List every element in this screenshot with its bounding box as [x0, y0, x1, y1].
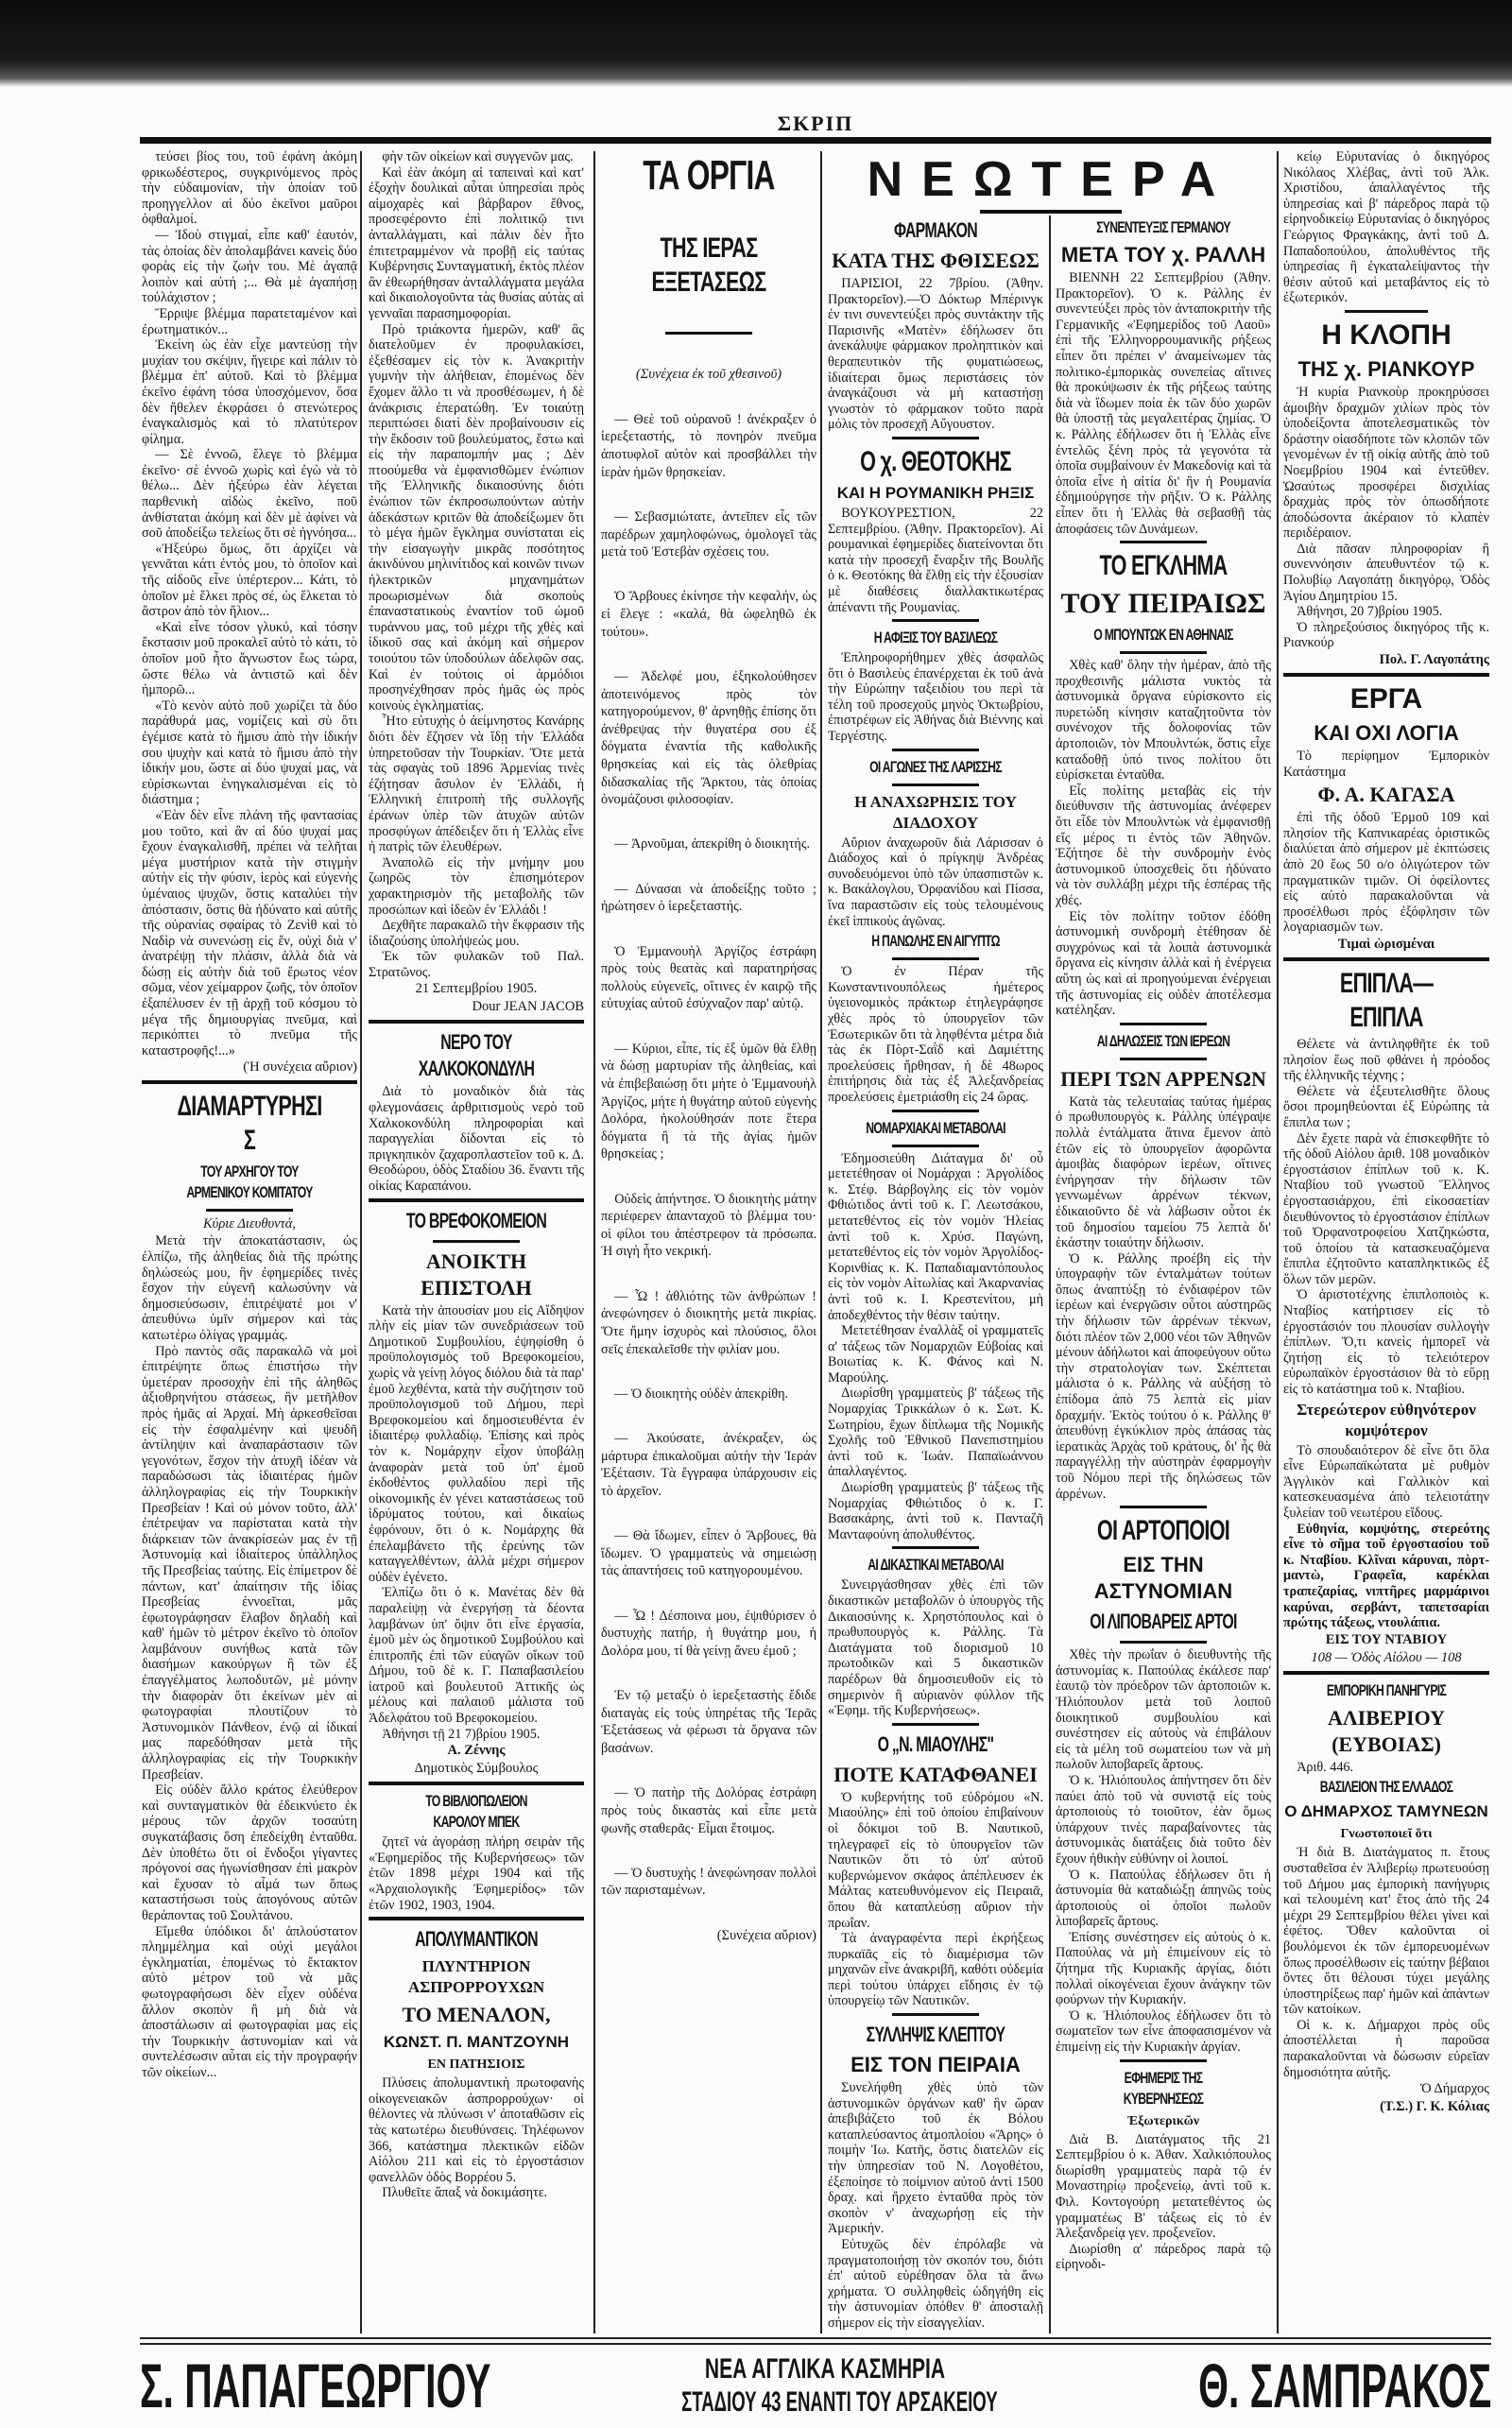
article-paragraph: Ἀριθ. 446.	[1297, 1759, 1354, 1775]
headline: ΑΝΟΙΚΤΗ ΕΠΙΣΤΟΛΗ	[421, 1248, 532, 1300]
headline: ΟΙ ΛΙΠΟΒΑΡΕΙΣ ΑΡΤΟΙ	[1090, 1610, 1237, 1634]
section-rule	[369, 1782, 584, 1785]
section-rule	[1120, 1506, 1206, 1508]
signature-line: Α. Ζέννης	[447, 1743, 506, 1759]
section-rule	[1120, 1641, 1206, 1644]
headline: ΤΟ ΒΙΒΛΙΟΠΩΛΕΙΟΝ ΚΑΡΟΛΟΥ ΜΠΕΚ	[425, 1792, 527, 1832]
signature-line: (Ἡ συνέχεια αὔριον)	[243, 1059, 357, 1076]
article-paragraph: — Ὁ διοικητὴς οὐδὲν ἀπεκρίθη.	[614, 1386, 789, 1402]
signature-line: (Τ.Σ.) Γ. Κ. Κόλιας	[1380, 2099, 1489, 2115]
headline: ΠΕΡΙ ΤΩΝ ΑΡΡΕΝΩΝ	[1060, 1066, 1266, 1091]
article-paragraph: τεύσει βίος του, τοῦ ἐφάνη ἀκόμη φρικωδέστερος, συγκρινόμενος πρὸς τὴν εὐδαιμονίαν, τὴν ὁποίαν τοῦ προηγγελλον αἱ δύο ἐκεῖνοι μαῦροι ὀφθαλμοί.	[142, 149, 357, 228]
headline: ΤΟ ΜΕΝΑΛΟΝ,	[402, 2003, 551, 2027]
headline: Ο χ. ΘΕΟΤΟΚΗΣ	[860, 445, 1011, 477]
article-paragraph: Θέλετε νὰ ἀντιληφθῆτε ἐκ τοῦ πλησίον ἕως ποῦ φθάνει ἡ πρόοδος τῆς ἑλληνικῆς τέχνης ;	[1283, 1036, 1489, 1084]
masthead	[140, 112, 1491, 136]
article-paragraph: Θέλετε νὰ ἐξευτελισθῆτε ὅλους ὅσοι προμηθεύονται ἐξ Εὐρώπης τὰ ἔπιπλα των ;	[1283, 1083, 1489, 1130]
article-paragraph: Ἐν τῷ μεταξὺ ὁ ἱερεξεταστὴς ἔδιδε διαταγὰς εἰς τοὺς ὑπηρέτας τῆς Ἱερᾶς Ἐξετάσεως νὰ φέρωσι τὰ ὄργανα τῶν βασάνων.	[601, 1688, 816, 1756]
article-paragraph: ζητεῖ νὰ ἀγοράσῃ πλήρη σειρὰν τῆς «Ἐφημερίδος τῆς Κυβερνήσεως» τῶν ἐτῶν 1898 μέχρι 1904 καὶ τῆς «Ἀρχαιολογικῆς Ἐφημερίδος» τῶν ἐτῶν 1902, 1903, 1904.	[369, 1834, 584, 1913]
column-divider	[1049, 215, 1051, 2333]
article-paragraph: — Θὰ ἴδωμεν, εἶπεν ὁ Ἄρβουες, θὰ ἴδωμεν. Ὁ γραμματεὺς νὰ σημειώσῃ τὰς ἀπαντήσεις τοῦ κατηγορουμένου.	[601, 1528, 816, 1579]
article-note: (Συνέχεια ἐκ τοῦ χθεσινοῦ)	[635, 367, 782, 383]
article-paragraph: — Δύνασαι νὰ ἀποδείξῃς τοῦτο ; ἠρώτησεν ὁ ἱερεξεταστής.	[601, 881, 816, 915]
headline: ΑΛΙΒΕΡΙΟΥ (ΕΥΒΟΙΑΣ)	[1328, 1705, 1445, 1756]
article-paragraph: Οὐδεὶς ἀπήντησε. Ὁ διοικητὴς μάτην περιέφερεν ἀπανταχοῦ τὸ βλέμμα του· οἱ φίλοι του ἀπέστρεφον τὰ πρόσωπα. Ἡ σιγὴ ἦτο νεκρική.	[601, 1191, 816, 1260]
headline: ΤΟ ΒΡΕΦΟΚΟΜΕΙΟΝ	[405, 1208, 547, 1232]
article-paragraph: ἐπὶ τῆς ὁδοῦ Ἑρμοῦ 109 καὶ πλησίον τῆς Καπνικαρέας ὁριστικῶς διαλύεται ἀπὸ σήμερον μὲ ἐκπτώσεις ἀπὸ 20 ἕως 50 ο/ο ὀλιγώτερον τῶν πραγματικῶν τιμῶν. Οἱ ὀφείλοντες εἰς αὐτὸ παρακαλοῦνται νὰ προσέλθωσι πρὸς ἐξόφλησιν τῶν λογαριασμῶν των.	[1283, 810, 1489, 936]
headline: Ο ΔΗΜΑΡΧΟΣ ΤΑΜΥΝΕΩΝ	[1284, 1802, 1488, 1821]
article-paragraph: — Ἀρνοῦμαι, ἀπεκρίθη ὁ διοικητής.	[614, 836, 811, 852]
section-rule	[1120, 1058, 1206, 1060]
article-paragraph: Δεχθῆτε παρακαλῶ τὴν ἔκφρασιν τῆς ἰδιαζούσης ὑπολήψεώς μου.	[369, 918, 584, 949]
headline: ΕΠΙΠΛΑ—ΕΠΙΠΛΑ	[1339, 967, 1434, 1033]
article-paragraph: Εὐτυχῶς δὲν ἐπρόλαβε νὰ πραγματοποιήσῃ τὸν σκοπόν του, διότι ἐπ' αὐτοῦ εὑρέθησαν ὅλα τὰ ἄνω χρήματα. Ὁ συλληφθεὶς ὡδηγήθη εἰς τὴν ἀστυνομίαν ὁπόθεν θ' ἀποσταλῇ σήμερον εἰς τὴν εἰσαγγελίαν.	[828, 2237, 1043, 2331]
article-paragraph: — Ὁ δυστυχὴς ! ἀνεφώνησαν πολλοὶ τῶν παρισταμένων.	[601, 1865, 816, 1899]
article-paragraph: Διωρίσθη α' πάρεδρος παρὰ τῷ εἰρηνοδι-	[1056, 2241, 1271, 2273]
headline: ΕΝ ΠΑΤΗΣΙΟΙΣ	[427, 2058, 525, 2073]
article-paragraph: Διωρίσθη γραμματεὺς β' τάξεως τῆς Νομαρχίας Φθιώτιδος ὁ κ. Γ. Βασακάρης, ἀντὶ τοῦ κ. Πανταζῆ Μανταφούνη ἀπολυθέντος.	[828, 1480, 1043, 1542]
article-paragraph: Πρὸ τριάκοντα ἡμερῶν, καθ' ἃς διατελοῦμεν ἐν προφυλακίσει, ἐξεθέσαμεν εἰς τὸν κ. Ἀνακριτὴν γυμνὴν τὴν ἀλήθειαν, ἐπομένως δὲν ἔχομεν ἄλλο τι νὰ προσθέσωμεν, ἡ δὲ ἀνάκρισις ἐπερατώθη. Ἐν τοιαύτῃ περιπτώσει διατὶ δὲν προβαίνουσιν εἰς τὴν ἔκδοσιν τοῦ βουλεύματος, ἔστω καὶ εἰς τὴν παραπομπήν μας ; Δὲν πτοούμεθα νὰ ἐμφανισθῶμεν ἐνώπιον τῆς Ἑλληνικῆς δικαιοσύνης διότι ἐνώπιον τῶν ἐκπροσωπούντων αὐτὴν ἀδεκάστων κριτῶν θὰ ἀποδείξωμεν ὅτι τὸ μέγα ἡμῶν ἔγκλημα συνίσταται εἰς τὴν εἰσαγωγὴν μικρᾶς ποσότητος ἀκινδύνου μηλινίτιδος καὶ κοινῶν τινων ἠλεκτρικῶν μηχανημάτων προωρισμένων διὰ σκοποὺς ἐπαναστατικοὺς ἐναντίον τοῦ ὠμοῦ τυράννου μας, τοῦ μέχρι τῆς χθὲς καὶ ἰδικοῦ σας καὶ ἀκόμη καὶ σήμερον τοιούτου τῶν ὑποδούλων ἀδελφῶν σας. Καὶ ἐν τούτοις οἱ ἁρμόδιοι προσηνέχθησαν πρὸς ἡμᾶς ὡς πρὸς κοινοὺς ἐγκληματίας.	[369, 321, 584, 714]
article-paragraph: «Καὶ εἶνε τόσον γλυκύ, καὶ τόσην ἔκστασιν μοῦ προκαλεῖ αὐτὸ τὸ κάτι, τὸ ὁποῖον μοῦ ἦτο ἄγνωστον ἕως τώρα, ὥστε θέλω νὰ ἀντιστῶ καὶ δὲν ἠμπορῶ...	[142, 619, 357, 698]
headline: ΚΑΙ Η ΡΟΥΜΑΝΙΚΗ ΡΗΞΙΣ	[836, 483, 1035, 502]
column-1	[142, 149, 357, 2081]
article-paragraph: Ὁ ἐν Πέραν τῆς Κωνσταντινουπόλεως ἡμέτερος ὑγειονομικὸς πράκτωρ ἐτηλεγράφησε χθὲς πρὸς τὸ ὑπουργεῖον τῶν Ἐσωτερικῶν ὅτι τὰ ληφθέντα μέτρα διὰ τὰς ἐκ Πὸρτ-Σαῒδ καὶ Δαμιέττης προελεύσεις ἤρθησαν, ἡ δὲ 48ωρος ἐπιτήρησις διὰ τὰς ἐξ Ἀλεξανδρείας προελεύσεις ἐμετριάσθη εἰς 24 ὥρας.	[828, 964, 1043, 1105]
section-rule	[206, 1209, 292, 1212]
article-paragraph: Ὁ κ. Ράλλης προέβη εἰς τὴν ὑπογραφὴν τῶν ἐνταλμάτων τούτων ὅπως ἀναπτύξῃ τὸ ἐνδιαφέρον τῶν ἱερέων καὶ ἐνεργῶσιν οὗτοι αὐστηρῶς τὴν δήλωσιν τῶν ἀρρένων τέκνων, διότι πλέον τῶν 2,000 νέοι τῶν Ἀθηνῶν μένουν ἀδήλωτοι καὶ ἀποφεύγουν οὕτω τὴν στρατολογίαν των. Σκέπτεται μάλιστα ὁ κ. Ράλλης νὰ αὐξήσῃ τὸ ἐπίδομα ἀπὸ 75 λεπτὰ εἰς μίαν δραχμήν. Ἐκτὸς τούτου ὁ κ. Ράλλης θ' ἀπευθύνῃ ἐγκύκλιον πρὸς ἁπάσας τὰς ἱερατικὰς Ἀρχὰς τοῦ κράτους, δι' ἧς θὰ παραγγέλλῃ τὴν αὐστηρὰν ἐφαρμογὴν τοῦ Νόμου περὶ τῆς δηλώσεως τῶν ἀρρένων.	[1056, 1250, 1271, 1502]
section-rule	[369, 1917, 584, 1920]
article-paragraph: Ὁ κυβερνήτης τοῦ εὐδρόμου «Ν. Μιαούλης» ἐπὶ τοῦ ὁποίου ἐπιβαίνουν οἱ δόκιμοι τοῦ Β. Ναυτικοῦ, τηλεγραφεῖ εἰς τὸ ὑπουργεῖον τῶν Ναυτικῶν ὅτι τὸ ὑπ' αὐτοῦ κυβερνώμενον σκάφος ἀπέπλευσεν ἐκ Μάλτας κατευθυνόμενον εἰς Πειραιᾶ, ὅπου θὰ καταπλεύσῃ αὔριον τὴν πρωΐαν.	[828, 1789, 1043, 1931]
column-divider	[820, 151, 822, 2333]
article-paragraph: Καὶ ἐὰν ἀκόμη αἱ ταπειναὶ καὶ κατ' ἐξοχὴν δουλικαὶ αὗται ὑπηρεσίαι πρὸς αἱμοχαρὲς καὶ βάρβαρον ἔθνος, προσεφέροντο ἐπὶ πολιτικῷ τινι ἀνταλλάγματι, καὶ πάλιν δὲν ἦτο ἐπιτετραμμένον νὰ προβῇ εἰς ταύτας Κυβέρνησις Συνταγματική, ἐκτὸς πλέον ἂν ἐθεωρήθησαν ἀνταλλάγματα μεγάλα καὶ δικαιολογοῦντα τὰς θυσίας αὐτὰς αἱ γενναῖαι παρασημοφορίαι.	[369, 164, 584, 321]
signature-line: Δημοτικὸς Σύμβουλος	[414, 1761, 539, 1777]
signature-line: Πολ. Γ. Λαγοπάτης	[1379, 652, 1489, 668]
article-paragraph: Ἐδημοσιεύθη Διάταγμα δι' οὗ μετετέθησαν οἱ Νομάρχαι : Ἀργολίδος κ. Στέφ. Βάρβογλης εἰς τὸν νομὸν Φθιώτιδος ἀντὶ τοῦ κ. Γ. Λεωτσάκου, μετατεθέντος εἰς τὸν νομὸν Ἠλείας ἀντὶ τοῦ κ. Χρύσ. Παγώνη, μετατεθέντος εἰς τὸν νομὸν Ἀργολίδος-Κορινθίας κ. Κ. Παπαδιαμαντόπουλος εἰς τὸν νομὸν Αἰτωλίας καὶ Ἀκαρνανίας ἀντὶ τοῦ κ. Ι. Κρεστενίτου, μὴ ἀποδεχθέντος τὴν θέσιν ταύτην.	[828, 1150, 1043, 1323]
section-rule	[892, 957, 978, 960]
signature-line: Dour JEAN JACOB	[472, 999, 584, 1015]
article-paragraph: — Ἀκούσατε, ἀνέκραξεν, ὡς μάρτυρα ἐπικαλοῦμαι αὐτὴν τὴν Ἱεράν Ἐξέτασιν. Τὰ ἔγγραφα ὑπάρχουσιν εἰς τὸ ἀρχεῖον.	[601, 1431, 816, 1499]
headline: ΑΙ ΔΙΚΑΣΤΙΚΑΙ ΜΕΤΑΒΟΛΑΙ	[868, 1556, 1004, 1575]
signature-line: Τιμαὶ ὡρισμέναι	[1337, 936, 1435, 952]
headline: Η ΑΝΑΧΩΡΗΣΙΣ ΤΟΥ ΔΙΑΔΟΧΟΥ	[854, 792, 1017, 832]
article-paragraph: — Ἰδοὺ στιγμαί, εἶπε καθ' ἑαυτόν, τὰς ὁποίας δὲν ἀπολαμβάνει κανεὶς δύο φορὰς εἰς τὴν ζωήν του. Μὲ ἀγαπᾷ λοιπὸν καὶ αὐτή ;... Θὰ μὲ ἀγαπήσῃ τοὐλάχιστον ;	[142, 227, 357, 306]
headline: ΝΕΡΟ ΤΟΥ ΧΑΛΚΟΚΟΝΔΥΛΗ	[418, 1030, 535, 1081]
article-paragraph: Ἐπίσης συνέστησεν εἰς αὐτοὺς ὁ κ. Παπούλας νὰ μὴ ἐπιμείνουν εἰς τὸ ζήτημα τῆς Κυριακῆς ἀργίας, διότι πολλαὶ οἰκογένειαι ἔχουν ἀνάγκην τῶν φούρνων τὴν Κυριακήν.	[1056, 1929, 1271, 2008]
ad-papageorgiou: Σ. ΠΑΠΑΓΕΩΡΓΙΟΥ	[140, 2351, 491, 2420]
article-paragraph: — Κύριοι, εἶπε, τίς ἐξ ὑμῶν θὰ ἔλθῃ νὰ δώσῃ μαρτυρίαν τῆς ἀληθείας, καὶ νὰ ἐπιβεβαιώσῃ ὅτι μήτε ὁ Ἐμμανουὴλ Ἀργίζος, μήτε ἡ θυγάτηρ αὐτοῦ εὐγενὴς Δολόρα, ἠκολούθησάν ποτε ἕτερα δόγματα ἢ τὰ τῆς ἁγίας ἡμῶν θρησκείας ;	[601, 1041, 816, 1162]
headline: ΕΜΠΟΡΙΚΗ ΠΑΝΗΓΥΡΙΣ	[1326, 1680, 1447, 1699]
article-paragraph: — Ὁ πατὴρ τῆς Δολόρας ἐστράφη πρὸς τοὺς δικαστὰς καὶ εἶπε μετὰ φωνῆς σταθερᾶς· Εἶμαι ἕτοιμος.	[601, 1785, 816, 1836]
article-paragraph: Διὰ Β. Διατάγματος τῆς 21 Σεπτεμβρίου ὁ κ. Ἀθαν. Χαλκιόπουλος διωρίσθη γραμματεὺς παρὰ τῷ ἐν Μοναστηρίῳ προξενείῳ, ἀντὶ τοῦ κ. Φιλ. Κοντογούρη μετατεθέντος ὡς γραμματέως Β' τάξεως εἰς τὸ ἐν Ἀλεξανδρείᾳ γεν. προξενεῖον.	[1056, 2131, 1271, 2242]
footer-advertisement	[140, 2352, 1491, 2420]
article-paragraph: Εἴμεθα ὑπόδικοι δι' ἁπλούστατον πλημμέλημα καὶ οὐχὶ μεγάλοι ἐγκληματίαι, ἑπομένως τὸ ἔκτακτον αὐτὸ μέτρον τοῦ νὰ μᾶς φωτογραφήσωσι δὲν εἶχεν οὐδένα ἄλλον σκοπὸν ἢ μὴ διὰ νὰ ἀποστάλωσιν αἱ φωτογραφίαι μας εἰς τὴν Τουρκικὴν ἀστυνομίαν καὶ νὰ συντελέσωσιν αὗται εἰς τὴν προγραφήν τῶν οἰκείων...	[142, 1923, 357, 2080]
headline: ΕΡΓΑ	[1349, 683, 1423, 715]
section-rule	[1283, 957, 1489, 961]
headline: ΑΙ ΔΗΛΩΣΕΙΣ ΤΩΝ ΙΕΡΕΩΝ	[1096, 1031, 1230, 1050]
masthead-rule	[140, 137, 1491, 144]
ad-cashmere	[593, 2352, 1057, 2419]
article-paragraph: Ἡ κυρία Ριανκοὺρ προκηρύσσει ἀμοιβὴν δραχμῶν χιλίων πρὸς τὸν ὑποδείξοντα ἀποτελεσματικῶς τὸν δράστην οἱασδήποτε τῶν κλοπῶν τῶν γενομένων ἐν τῇ οἰκίᾳ αὐτῆς ἀπὸ τοῦ Νοεμβρίου 1904 καὶ ἐντεῦθεν. Ὡσαύτως προσφέρει δισχιλίας δραχμὰς πρὸς τὸν ὁπωσδήποτε ἀποδώσοντα ἀκέραιον τὸ κλαπὲν περιδέραιον.	[1283, 384, 1489, 542]
article-paragraph: Διὰ τὸ μοναδικὸν διὰ τὰς φλεγμονάσεις ἀρθριτισμοὺς νερὸ τοῦ Χαλκοκονδύλη πληροφορίαι καὶ παραγγελίαι δίδονται εἰς τὸ πριγκηπικὸν ζαχαροπλαστεῖον τοῦ κ. Δ. Θεοδώρου, ὁδὸς Σταδίου 36. ἔναντι τῆς οἰκίας Καραπάνου.	[369, 1084, 584, 1195]
column-divider	[593, 151, 595, 2333]
headline: ΦΑΡΜΑΚΟΝ	[894, 218, 977, 242]
article-paragraph: Ὁ πληρεξούσιος δικηγόρος τῆς κ. Ριανκούρ	[1283, 619, 1489, 651]
headline: ΕΦΗΜΕΡΙΣ ΤΗΣ ΚΥΒΕΡΝΗΣΕΩΣ	[1123, 2068, 1204, 2108]
article-paragraph: Μετετέθησαν ἐναλλὰξ οἱ γραμματεῖς α' τάξεως τῶν Νομαρχιῶν Εὐβοίας καὶ Βοιωτίας κ. Κ. Φάνος καὶ Ν. Μαρούλης.	[828, 1323, 1043, 1386]
section-rule	[1120, 541, 1206, 543]
section-rule	[892, 784, 978, 786]
headline: ΤΟ ΕΓΚΛΗΜΑ	[1099, 550, 1228, 582]
newspaper-name: ΣΚΡΙΠ	[777, 112, 854, 135]
section-rule	[892, 1110, 978, 1112]
article-paragraph: Κατὰ τὴν ἀπουσίαν μου εἰς Αἴδηψον πλὴν εἰς μίαν τῶν συνεδριάσεων τοῦ Δημοτικοῦ Συμβουλίου, ἐψηφίσθη ὁ προϋπολογισμὸς τοῦ Βρεφοκομείου, χωρὶς νὰ γείνῃ λόγος διόλου διὰ τὰ παρ' ἐμοῦ λεχθέντα, κατὰ τὴν συζήτησιν τοῦ προϋπολογισμοῦ τοῦ Δήμου, περὶ Βρεφοκομείου καὶ δημοσιευθέντα ἐν ἰδιαιτέρῳ φυλλαδίῳ. Ἐπίσης καὶ πρὸς τὸν κ. Νομάρχην εἶχον ὑποβάλῃ ἀναφορὰν μετὰ τοῦ ὑπ' ἐμοῦ ἐκδοθέντος φυλλαδίου περὶ τῆς οἰκονομικῆς ἐν γένει καταστάσεως τοῦ ἱδρύματος τούτου, καὶ δικαίως ἐφρόνουν, ὅτι ὁ κ. Νομάρχης θὰ ἐπελαμβάνετο τῆς ἐρεύνης τῶν καταγγελθέντων, ἀλλὰ μέχρι σήμερον οὐδὲν ἐγένετο.	[369, 1302, 584, 1585]
article-paragraph: Πρὸ παντὸς σᾶς παρακαλῶ νὰ μοὶ ἐπιτρέψητε ὅπως ἐπιστήσω τὴν ὑμετέραν προσοχὴν ἐπὶ τῆς ἀληθῶς ἀξιοθρηνήτου στάσεως, ἣν μετῆλθον πρὸς ἡμᾶς αἱ Ἀρχαί. Μὴ ἀρκεσθεῖσαι εἰς τὴν ἐσφαλμένην καὶ ψευδῆ ἀντίληψιν καὶ ἀναπαράστασιν τῶν γεγονότων, ἔσχον τὴν ἀτυχῆ ἰδέαν νὰ παραδώσωσι τὰς ἰδιαιτέρας ἡμῶν ἀλληλογραφίας εἰς τὴν Τουρκικὴν Πρεσβείαν ! Καὶ οὐ μόνον τοῦτο, ἀλλ' ἐπέτρεψαν να παρίσταται κατὰ τὴν διάρκειαν τῶν ἀνακρίσεών μας ἐν τῇ Ἀστυνομίᾳ καὶ ἰδιαίτερος ὑπάλληλος τῆς Πρεσβείας ταύτης. Εἰς ἐπίμετρον δὲ πάντων, κατ' ἀπαίτησιν τῆς ἰδίας Πρεσβείας ἐννοεῖται, μᾶς ἐφωτογράφησαν ἔλαβον δηλαδὴ καὶ καθ' ἡμῶν τὸ μέτρον ἐκεῖνο τὸ ὁποῖον λαμβάνουν συνήθως κατὰ τῶν διασήμων κακούργων ἢ τῶν ἐξ ἐπαγγέλματος λωποδυτῶν, μὲ μόνην τὴν διαφορὰν ὅτι ἐκείνων μὲν αἱ φωτογραφίαι πλουτίζουν τὸ Ἀστυνομικὸν Πάνθεον, ἐνῷ αἱ ἰδικαί μας παρεδόθησαν μετὰ τῆς ἀλληλογραφίας εἰς τὴν Τουρκικὴν Πρεσβείαν.	[142, 1343, 357, 1782]
article-paragraph: Χθὲς καθ' ὅλην τὴν ἡμέραν, ἀπὸ τῆς προχθεσινῆς μάλιστα νυκτὸς τὰ ἀστυνομικὰ ὄργανα εὑρίσκοντο εἰς πυρετώδη κίνησιν καταζητοῦντα τὸν συνένοχον τῆς δολοφονίας τῶν ἀρτοποιῶν, τὸν Μπουλντώκ, ὅστις εἶχε καταδοθῇ ὑπό τινος πολίτου ὅτι εὑρίσκεται ἐνταῦθα.	[1056, 658, 1271, 784]
article-paragraph: Δὲν ἔχετε παρὰ νὰ ἐπισκεφθῆτε τὸ τῆς ὁδοῦ Αἰόλου ἀριθ. 108 μοναδικὸν ἐργοστάσιον ἐπίπλων τοῦ κ. Κ. Νταβίου τοῦ γνωστοῦ Ἕλληνος ἐργοστασιάρχου, ἐπὶ εἰκοσαετίαν διευθύνοντος τὸ ἐργοστάσιον ἐπίπλων τοῦ Ὀρφανοτροφείου Χατζηκώστα, τοῦ ὁποίου τὰ κατασκευαζόμενα ἔπιπλα ἐζητοῦντο καταπληκτικῶς ἐξ ὅλων τῶν μερῶν.	[1283, 1130, 1489, 1287]
headline: ΕΙΣ ΤΟΝ ΠΕΙΡΑΙΑ	[850, 2053, 1021, 2077]
section-rule	[433, 1240, 519, 1243]
headline: Η ΠΑΝΩΛΗΣ ΕΝ ΑΙΓΥΠΤΩ	[871, 932, 1000, 951]
headline: ΒΑΣΙΛΕΙΟΝ ΤΗΣ ΕΛΛΑΔΟΣ	[1319, 1778, 1453, 1797]
headline: Η ΚΛΟΠΗ	[1321, 319, 1452, 351]
section-rule	[369, 1020, 584, 1024]
news-banner	[829, 151, 1273, 214]
article-paragraph: Τὰ ἀναγραφέντα περὶ ἐκρήξεως πυρκαϊᾶς εἰς τὸ διαμέρισμα τῶν μηχανῶν εἶνε ἀνακριβῆ, καθότι οὐδεμία περὶ τούτου ὑπάρχει εἴδησις ἐν τῷ ὑπουργείῳ τῶν Ναυτικῶν.	[828, 1931, 1043, 2009]
article-paragraph: Χθὲς τὴν πρωΐαν ὁ διευθυντὴς τῆς ἀστυνομίας κ. Παπούλας ἐκάλεσε παρ' ἑαυτῷ τὸν πρόεδρον τῶν ἀρτοποιῶν κ. Ἠλιόπουλον μετὰ τοῦ λοιποῦ διοικητικοῦ συμβουλίου καὶ συνέστησεν εἰς αὐτοὺς νὰ ἐπιβάλουν εἰς τὰ μέλη τοῦ σωματείου των νὰ μὴ πωλοῦν λιποβαρεῖς ἄρτους.	[1056, 1647, 1271, 1773]
article-paragraph: ΒΙΕΝΝΗ 22 Σεπτεμβρίου (Ἀθην. Πρακτορεῖον). Ὁ κ. Ράλλης ἐν συνεντεύξει πρὸς τὸν ἀνταποκριτὴν τῆς Γερμανικῆς «Ἐφημερίδος τοῦ Λαοῦ» ἐπὶ τῆς Ἑλληνορρουμανικῆς ρήξεως εἶπεν ὅτι πρέπει ν' ἀναμείνωμεν τὰς πολιτικο-ἐμπορικὰς συνεπείας αἵτινες θὰ προκύψωσιν ἐκ τῆς ρήξεως ταύτης διὰ νὰ ἴδωμεν ποία ἐκ τῶν δύο χωρῶν θὰ ὑποστῇ τὰς μεγαλειτέρας ζημίας. Ὁ κ. Ράλλης ἐδήλωσεν ὅτι ἡ Ἑλλὰς εἶνε ἐντελῶς ξένη πρὸς τὰ γεγονότα τὰ ὁποῖα συμβαίνουν ἐν Μακεδονίᾳ καὶ τὰ ὁποῖα εἶνε ἡ αἰτία δι' ἣν ἡ Ρουμανία ἐδημιούργησε τὴν ρῆξιν. Ὁ κ. Ράλλης εἶπεν ὅτι ἡ Ἑλλὰς θὰ σεβασθῇ τὰς ἀποφάσεις τῶν Δυνάμεων.	[1056, 270, 1271, 537]
headline: Γνωστοποιεῖ ὅτι	[1340, 1827, 1433, 1842]
article-paragraph: «Ἠξεύρω ὅμως, ὅτι ἀρχίζει νὰ γεννᾶται κάτι ἐντός μου, τὸ ὁποῖον καὶ τῆς αἰδοῦς εἶνε ὑπέρτερον... Κάτι, τὸ ὁποῖον μὲ ἕλκει πρὸς σέ, ὡς ἕλκεται τὸ ἄστρον ἀπὸ τὸν ἥλιον...	[142, 541, 357, 620]
section-rule	[369, 1198, 584, 1202]
article-paragraph: Διὰ πᾶσαν πληροφορίαν ἢ συνεννόησιν ἀπευθυντέον τῷ κ. Πολυβίῳ Λαγοπάτῃ δικηγόρῳ, Ὁδὸς Ἁγίου Δημητρίου 15.	[1283, 541, 1489, 604]
article-paragraph: «Ἐὰν δὲν εἶνε πλάνη τῆς φαντασίας μου τοῦτο, καὶ ἂν αἱ δύο ψυχαί μας ἔχουν ἐναγκαλισθῆ, πρέπει νὰ τελῆται μέγα μυστήριον κατὰ τὴν στιγμὴν αὐτὴν εἰς τὴν φύσιν, ἱερὸς καὶ εὐγενὴς ὑμέναιος ψυχῶν, ὅστις καταλύει τὴν ἀπόστασιν, ὅστις θὰ ἠδύνατο καὶ αὐτῆς τῆς οὐρανίας σφαίρας τὸ Ζενὶθ καὶ τὸ Ναδὶρ νὰ συνενώσῃ εἰς ἕν, οὐχὶ διὰ ν' ἀνατρέψῃ τὴν πλάσιν, ἀλλὰ διὰ νὰ δώσῃ εἰς αὐτὴν διὰ τοῦ ἔρωτος νέον σῶμα, νέον χείμαρρον ζωῆς, τὸν ὁποῖον ἐξαπέλυσεν ἐν τῇ ἀρχῇ τοῦ κόσμου τὸ μέγα τῆς δημιουργίας πνεῦμα, καὶ περικόπτει τὸ πνεῦμα τῆς καταστροφῆς!...»	[142, 807, 357, 1059]
headline: ΣΥΛΛΗΨΙΣ ΚΛΕΠΤΟΥ	[866, 2023, 1005, 2047]
article-paragraph: Ὁ κ. Ἠλιόπουλος ἐδήλωσεν ὅτι τὸ σωματεῖον των εἶνε ἀποφασισμένον νὰ ἐπιμείνῃ εἰς τὴν Κυριακὴν ἀργίαν.	[1056, 2007, 1271, 2056]
footer-rule	[140, 2337, 1491, 2345]
section-rule	[892, 1145, 978, 1147]
article-paragraph: — Σὲ ἐννοῶ, ἔλεγε τὸ βλέμμα ἐκεῖνο· σὲ ἐννοῶ χωρὶς καὶ ἐγὼ νὰ τὸ θέλω... Δὲν ἠξεύρω ἐὰν λέγεται παρθενικὴ αἰδὼς ἐκεῖνο, ποῦ ἀνθίσταται ἀκόμη καὶ δὲν μὲ ἀφίνει νὰ σοῦ ἀποδείξω τελείως ὅτι σὲ ἠγνόησα...	[142, 447, 357, 542]
article-paragraph: Ἀναπολῶ εἰς τὴν μνήμην μου ζωηρῶς τὸν ἐπισημότερον χαρακτηρισμὸν τῆς μεταβολῆς τῶν προσώπων καὶ ἰδεῶν ἐν Ἑλλάδι !	[369, 854, 584, 918]
article-paragraph: Μετὰ τὴν ἀποκατάστασιν, ὡς ἐλπίζω, τῆς ἀληθείας διὰ τῆς πρώτης δηλώσεώς μου, ἣν ἐφημερίδες τινὲς ἔσχον τὴν εὐγενῆ καλωσύνην νὰ δημοσιεύσωσιν, ἐπιτρέψατέ μοι ν' ἀπευθύνω ὑμῖν σήμερον καὶ τὰς κατωτέρω ὀλίγας γραμμάς.	[142, 1233, 357, 1343]
headline: ΚΑΙ ΟΧΙ ΛΟΓΙΑ	[1314, 721, 1459, 746]
article-paragraph: Διωρίσθη γραμματεὺς β' τάξεως τῆς Νομαρχίας Τρικκάλων ὁ κ. Σωτ. Κ. Σωτηρίου, ἔχων δίπλωμα τῆς Νομικῆς Σχολῆς τοῦ Ἐθνικοῦ Πανεπιστημίου ἀντὶ τοῦ κ. Ἰωάν. Παπαϊωάννου ἀπαλλαγέντος.	[828, 1386, 1043, 1480]
section-rule	[892, 749, 978, 751]
column-4	[828, 215, 1043, 2332]
article-note: Κύριε Διευθυντά,	[203, 1216, 296, 1232]
article-paragraph: Εἰς τὸν πολίτην τοῦτον ἐδόθη ἀστυνομικὴ συνδρομὴ ἐτέθησαν δὲ συγχρόνως καὶ τὰ λοιπὰ ἀστυνομικὰ ὄργανα εἰς κίνησιν ἀλλὰ καὶ ἡ ἐνέργεια αὕτη ὡς καὶ αἱ προηγούμεναι ἐνέργειαι τῆς ἀστυνομίας εἰς οὐδὲν ἀποτέλεσμα κατέληξαν.	[1056, 908, 1271, 1019]
article-paragraph: ΒΟΥΚΟΥΡΕΣΤΙΟΝ, 22 Σεπτεμβρίου. (Ἀθην. Πρακτορεῖον). Αἱ ρουμανικαὶ ἐφημερίδες διατείνονται ὅτι κατὰ τὴν προσεχῆ ἔναρξιν τῆς Βουλῆς ὁ κ. Θεοτόκης θὰ ἔλθῃ εἰς τὴν ἐξουσίαν μὲ διαθέσεις διαλλακτικωτέρας ἀπέναντι τῆς Ρουμανίας.	[828, 505, 1043, 615]
article-paragraph: Ὁ ἀριστοτέχνης ἐπιπλοποιὸς κ. Νταβίος κατήρτισεν εἰς τὸ ἐργοστάσιόν του πλουσίαν συλλογὴν ἐπίπλων. Ὅ,τι κανεὶς ἠμπορεῖ νὰ ζητήσῃ εἰς τὸ τελειότερον εὐρωπαϊκὸν ἐργοστάσιον θὰ τὸ εὕρῃ εἰς τὸ κατάστημα τοῦ κ. Νταβίου.	[1283, 1287, 1489, 1398]
article-paragraph: «Τὸ κενὸν αὐτὸ ποῦ χωρίζει τὰ δύο παράθυρά μας, νομίζεις καὶ σὺ ὅτι ἐγέμισε κατὰ τὸ ἥμισυ ἀπὸ τὴν ἰδικήν σου ψυχὴν καὶ κατὰ τὸ ἥμισυ ἀπὸ τὴν ἰδικήν μου, ὥστε αἱ δύο ψυχαί μας, νὰ εὑρίσκωνται ἐνηγκαλισμέναι εἰς τὸ διάστημα ;	[142, 697, 357, 808]
article-paragraph: Τὸ περίφημον Ἐμπορικὸν Κατάστημα	[1283, 749, 1489, 780]
ad-samprakos: Θ. ΣΑΜΠΡΑΚΟΣ	[1197, 2351, 1491, 2420]
signature-line: ΕΙΣ ΤΟΥ ΝΤΑΒΙΟΥ	[1325, 1631, 1448, 1647]
article-paragraph: Ἐπληροφορήθημεν χθὲς ἀσφαλῶς ὅτι ὁ Βασιλεὺς ἐπανέρχεται ἐκ τοῦ ἀνὰ τὴν Εὐρώπην ταξειδίου του περὶ τὰ τέλη τοῦ προσεχοῦς μηνὸς Ὀκτωβρίου, ἐπιστρέφων εἰς Ἀθήνας διὰ Βιέννης καὶ Τεργέστης.	[828, 650, 1043, 745]
article-paragraph: Ἔρριψε βλέμμα παρατεταμένον καὶ ἐρωτηματικόν...	[142, 305, 357, 337]
section-rule	[142, 1080, 357, 1084]
headline: Ο „Ν. ΜΙΑΟΥΛΗΣ"	[877, 1731, 994, 1756]
article-paragraph: — Ὦ ! Δέσποινα μου, ἐψιθύρισεν ὁ δυστυχὴς πατήρ, ἡ θυγάτηρ μου, ἡ Δολόρα μου, τί θὰ γείνῃ ἄνευ ἐμοῦ ;	[601, 1608, 816, 1659]
headline: Στερεώτερον εὐθηνότερον κομψότερον	[1297, 1400, 1476, 1439]
column-2	[369, 149, 584, 2201]
headline: Ἐξωτερικῶν	[1126, 2113, 1200, 2128]
column-divider	[360, 151, 362, 2333]
headline: ΕΙΣ ΤΗΝ ΑΣΤΥΝΟΜΙΑΝ	[1093, 1553, 1233, 1604]
banner-title: ΝΕΩΤΕΡΑ	[867, 152, 1235, 207]
headline: ΔΙΑΜΑΡΤΥΡΗΣΙΣ	[177, 1091, 322, 1157]
article-paragraph: Οἱ κ. κ. Δήμαρχοι πρὸς οὓς ἀποστέλλεται ἡ παροῦσα παρακαλοῦνται νὰ δώσωσιν εὐρεῖαν δημοσιότητα αὐτῆς.	[1283, 2017, 1489, 2080]
article-paragraph: — Σεβασμιώτατε, ἀντεῖπεν εἷς τῶν παρέδρων χαμηλοφώνως, ὁμολογεῖ τὰς μετὰ τοῦ Ἐστεβὰν σχέσεις του.	[601, 508, 816, 560]
headline: ΤΑ ΟΡΓΙΑ	[643, 152, 775, 198]
headline: Φ. Α. ΚΑΓΑΣΑ	[1317, 783, 1455, 807]
headline: ΠΛΥΝΤΗΡΙΟΝ ΑΣΠΡΟΡΡΟΥΧΩΝ	[407, 1957, 545, 1997]
section-rule	[892, 2013, 978, 2016]
section-rule	[665, 332, 751, 335]
headline: ΚΑΤΑ ΤΗΣ ΦΘΙΣΕΩΣ	[832, 249, 1040, 272]
headline: ΤΗΣ χ. ΡΙΑΝΚΟΥΡ	[1297, 356, 1475, 381]
article-paragraph: Συνειργάσθησαν χθὲς ἐπὶ τῶν δικαστικῶν μεταβολῶν ὁ ὑπουργὸς τῆς Δικαιοσύνης κ. Χρηστόπουλος καὶ ὁ πρωθυπουργὸς κ. Ράλλης. Τὰ Διατάγματα τοῦ διορισμοῦ 10 πρωτοδικῶν καὶ 5 δικαστικῶν παρέδρων θὰ δημοσιευθοῦν εἰς τὸ σημερινὸν ἢ αὐριανὸν φύλλον τῆς «Ἐφημ. τῆς Κυβερνήσεως».	[828, 1577, 1043, 1719]
article-paragraph: — Θεὲ τοῦ οὐρανοῦ ! ἀνέκραξεν ὁ ἱερεξεταστής, τὸ πονηρὸν πνεῦμα ἀποτυφλοῖ αὐτὸν καὶ προσβάλλει τὴν ἱερὰν ἡμῶν θρησκείαν.	[601, 411, 816, 480]
column-6	[1283, 149, 1489, 2116]
article-paragraph: Ὁ Ἐμμανουὴλ Ἀργίζος ἐστράφη πρὸς τοὺς θεατὰς καὶ παρατηρήσας πολλοὺς εὐγενεῖς, οἵτινες ἐν καιρῷ τῆς εὐτυχίας αὐτοῦ ἐσύχναζον παρ' αὐτῷ.	[601, 943, 816, 1012]
article-paragraph: Κατὰ τὰς τελευταίας ταύτας ἡμέρας ὁ πρωθυπουργὸς κ. Ράλλης ὑπέγραψε πολλὰ ἐντάλματα ἅτινα ἔμενον ἀπὸ ἐτῶν εἰς τὸ ὑπουργεῖον ἀφορῶντα ἀμοιβὰς διαφόρων ἱερέων, οἵτινες ἐνήργησαν τὴν δήλωσιν τῶν γεννωμένων ἀρρένων τέκνων, ἐδικαιοῦντο δὲ νὰ λάβωσιν οὗτοι ἐκ τοῦ δημοσίου ταμείου 75 λεπτὰ δι' ἑκάστην τοιαύτην δήλωσιν.	[1056, 1093, 1271, 1251]
section-rule	[892, 619, 978, 622]
article-paragraph: Ἦτο εὐτυχὴς ὁ ἀείμνηστος Κανάρης διότι δὲν ἔζησεν νὰ ἴδῃ τὴν Ἑλλάδα ὑπηρετοῦσαν τὴν Τουρκίαν. Ὅτε μετὰ τὰς σφαγὰς τοῦ 1896 Ἀρμενίας τινὲς ἐζήτησαν ἄσυλον ἐν Ἑλλάδι, ἡ Ἑλληνικὴ ἐπιτροπὴ τῆς συλλογῆς ἐράνων ὑπὲρ τῶν ἀτυχῶν αὐτῶν προσφύγων ἀπέδειξεν ὅτι ἡ Ἑλλὰς εἶνε ἡ πατρὶς τῶν ἐλευθέρων.	[369, 714, 584, 855]
article-paragraph: Εἷς πολίτης μεταβὰς εἰς τὴν διεύθυνσιν τῆς ἀστυνομίας ἀνέφερεν ὅτι εἶδε τὸν Μπουλντὼκ νὰ ἐμφανισθῇ εἴς μέρος τι ἐντὸς τῶν Ἀθηνῶν. Ἐζήτησε δὲ τὴν συνδρομὴν ἑνὸς ἀστυνομικοῦ ὑποσχεθεὶς ὅτι ἠδύνατο νὰ τὸν συλλάβῃ μέχρι τῆς ἑσπέρας τῆς χθές.	[1056, 783, 1271, 908]
signature-line: (Συνέχεια αὔριον)	[716, 1927, 816, 1943]
section-rule	[892, 437, 978, 439]
section-rule	[1283, 673, 1489, 677]
headline: ΟΙ ΑΓΩΝΕΣ ΤΗΣ ΛΑΡΙΣΣΗΣ	[869, 757, 1002, 776]
column-5	[1056, 215, 1271, 2273]
headline: Ο ΜΠΟΥΝΤΩΚ ΕΝ ΑΘΗΝΑΙΣ	[1093, 626, 1233, 645]
article-paragraph: φὴν τῶν οἰκείων καὶ συγγενῶν μας.	[382, 149, 574, 164]
article-paragraph: Ὁ κ. Ἠλιόπουλος ἀπήντησεν ὅτι δὲν παύει ἀπὸ τοῦ νὰ συνιστᾷ εἰς τοὺς ἀρτοποιοὺς τὸ τοιοῦτον, ἐὰν ὅμως ὑπάρχουν τινὲς παραβαίνοντες τὰς ἀστυνομικὰς διατάξεις διὰ τοῦτο δὲν ἔχουν ἠθικὴν εὐθύνην οἱ λοιποί.	[1056, 1772, 1271, 1867]
article-paragraph: Ἀθήνησι τῇ 21 7)βρίου 1905.	[382, 1726, 541, 1742]
banner-ornament	[980, 210, 1122, 214]
article-paragraph: ΠΑΡΙΣΙΟΙ, 22 7βρίου. (Ἀθην. Πρακτορεῖον).—Ὁ Δόκτωρ Μπέρινγκ ἐν τινι συνεντεύξει πρὸς συντάκτην τῆς Παρισινῆς «Ματὲν» ἐδήλωσεν ὅτι ἀνεκάλυψε φάρμακον προληπτικὸν καὶ θεραπευτικὸν τῆς φυματιώσεως, ἰδιαίτεραι ὅμως περιστάσεις τὸν ἀναγκάζουσι νὰ μὴ καταστήσῃ γνωστὸν τὸ φάρμακον τοῦτο παρὰ μόλις τὸν προσεχῆ Αὔγουστον.	[828, 276, 1043, 433]
article-paragraph: Ὁ κ. Παπούλας ἐδήλωσεν ὅτι ἡ ἀστυνομία θὰ καταδιώξῃ ἀπηνῶς τοὺς ἀρτοποιοὺς οἱ ὁποῖοι πωλοῦν λιποβαρεῖς ἄρτους.	[1056, 1867, 1271, 1930]
article-paragraph: Τὸ σπουδαιότερον δὲ εἶνε ὅτι ὅλα εἶνε Εὐρωπαϊκώτατα μὲ ρυθμὸν Ἀγγλικὸν καὶ Γαλλικὸν καὶ κατεσκευασμένα ἀπὸ τελειοτάτην ξυλείαν τοῦ νεωτέρου εἴδους.	[1283, 1442, 1489, 1521]
headline: ΜΕΤΑ ΤΟΥ χ. ΡΑΛΛΗ	[1060, 243, 1266, 267]
column-divider	[1277, 151, 1279, 2333]
article-paragraph: Ἐλπίζω ὅτι ὁ κ. Μανέτας δὲν θὰ παραλείψῃ νὰ ἐνεργήσῃ τὰ δέοντα λαμβάνων ὑπ' ὄψιν ὅτι εἶνε ἐργασία, ἐμοῦ μὲν ὡς δημοτικοῦ Συμβούλου καὶ ἐπιτροπῆς ἐπὶ τῶν εὐαγῶν οἴκων τοῦ Δήμου, τοῦ δὲ κ. Γ. Παπαβασιλείου ἰατροῦ καὶ βουλευτοῦ Ἀττικῆς ὡς μέλους καὶ παλαιοῦ μάλιστα τοῦ Ἀδελφάτου τοῦ Βρεφοκομείου.	[369, 1585, 584, 1727]
headline: ΤΗΣ ΙΕΡΑΣ ΕΞΕΤΑΣΕΩΣ	[651, 232, 766, 298]
headline: ΝΟΜΑΡΧΙΑΚΑΙ ΜΕΤΑΒΟΛΑΙ	[866, 1118, 1005, 1137]
article-paragraph: — Ἀδελφέ μου, ἐξηκολούθησεν ἀποτεινόμενος πρὸς τὸν κατηγορούμενον, θ' ἀρνηθῇς ἐπίσης ὅτι ἀνέθρεψας τὴν θυγατέρα σου ἐξ δόγματα ἐναντία τῆς καθολικῆς θρησκείας καὶ εἰς τὰς ὀλεθρίας διδασκαλίας τῆς Ἄρκτου, τὰς ὁποίας ὀνομάζουσι φιλοσοφίαν.	[601, 668, 816, 808]
headline: ΚΩΝΣΤ. Π. ΜΑΝΤΖΟΥΝΗ	[383, 2033, 570, 2052]
article-paragraph: κείῳ Εὐρυτανίας ὁ δικηγόρος Νικόλαος Χλέβας, ἀντὶ τοῦ Ἀλκ. Χριστίδου, ἀπαλλαγέντος τῆς ὑπηρεσίας καὶ β' πάρεδρος παρὰ τῷ εἰρηνοδικείῳ Εὐρυτανίας ὁ δικηγόρος Γεώργιος Φραγκάκης, ἀντὶ τοῦ Δ. Παπαδοπούλου, ἀπολυθέντος τῆς ὑπηρεσίας ἢ ἐγκαταλείψαντος τὴν θέσιν αὐτοῦ καὶ μεταβάντος εἰς τὸ ἐξωτερικόν.	[1283, 149, 1489, 306]
section-rule	[892, 1546, 978, 1549]
headline: ΠΟΤΕ ΚΑΤΑΦΘΑΝΕΙ	[833, 1762, 1038, 1786]
headline: ΤΟΥ ΑΡΧΗΓΟΥ ΤΟΥ ΑΡΜΕΝΙΚΟΥ ΚΟΜΙΤΑΤΟΥ	[186, 1162, 313, 1202]
article-paragraph: Συνελήφθη χθὲς ὑπὸ τῶν ἀστυνομικῶν ὀργάνων καθ' ἣν ὥραν ἀπεβιβάζετο τοῦ ἐκ Βόλου καταπλεύσαντος ἀτμοπλοίου «Ἄρης» ὁ ποιμὴν Ἰω. Κατῆς, ὅστις διατελῶν εἰς τὴν ὑπηρεσίαν τοῦ Ν. Λογοθέτου, ἐξεποίησε τὸ ποίμνιον αὐτοῦ ἀντὶ 1500 δραχ. καὶ ἤρχετο ἐνταῦθα πρὸς τὸν σκοπὸν ν' ἀναχωρήσῃ εἰς τὴν Ἀμερικήν.	[828, 2080, 1043, 2237]
headline: ΑΠΟΛΥΜΑΝΤΙΚΟΝ	[415, 1927, 538, 1952]
article-paragraph: Ἐκ τῶν φυλακῶν τοῦ Παλ. Στρατῶνος.	[369, 949, 584, 980]
section-rule	[892, 1723, 978, 1726]
article-paragraph: Ἀθήνησι, 20 7)βρίου 1905.	[1297, 604, 1443, 620]
article-paragraph: Πλύσεις ἀπολυμαντικὴ πρωτοφανὴς οἰκογενειακῶν ἀσπρορρούχων· οἱ θέλοντες νὰ πλύνωσι ν' ἀποταθῶσιν εἰς τὰς κατωτέρω διευθύνσεις. Τηλέφωνον 366, κατάστημα πλεκτικῶν εἰδῶν Αἰόλου 211 καὶ εἰς τὸ ἐργοστάσιον φανελλῶν ὁδὸς Βορρέου 5.	[369, 2075, 584, 2185]
article-paragraph: Ἐκείνη ὡς ἐὰν εἶχε μαντεύσῃ τὴν μυχίαν του σκέψιν, ἤγειρε καὶ πάλιν τὸ βλέμμα ἐπ' αὐτοῦ. Καὶ τὸ βλέμμα ἐκεῖνο ἐφάνη τόσα ὑποσχόμενον, ὅσα δὲν ἤθελεν ἐκφράσει ὁ στενώτερος ἐναγκαλισμὸς καὶ τὸ πλατύτερον φίλημα.	[142, 337, 357, 447]
ad-cashmere-address: ΣΤΑΔΙΟΥ 43 ΕΝΑΝΤΙ ΤΟΥ ΑΡΣΑΚΕΙΟΥ	[681, 2386, 998, 2418]
signature-line: 21 Σεπτεμβρίου 1905.	[415, 981, 538, 997]
headline: Η ΑΦΙΞΙΣ ΤΟΥ ΒΑΣΙΛΕΩΣ	[873, 629, 998, 647]
section-rule	[1120, 1023, 1206, 1025]
headline: ΣΥΝΕΝΤΕΥΞΙΣ ΓΕΡΜΑΝΟΥ	[1096, 218, 1230, 236]
section-rule	[1345, 310, 1427, 313]
article-note: 108 — Ὁδὸς Αἰόλου — 108	[1311, 1649, 1462, 1665]
section-rule	[1120, 651, 1206, 654]
article-paragraph: Εὐθηνία, κομψότης, στερεότης εἶνε τὸ σῆμα τοῦ ἐργοστασίου τοῦ κ. Νταβίου. Κλῖναι κάρυναι, πὸρτ-μαντὼ, Γραφεῖα, καρέκλαι τραπεζαρίας, νιπτῆρες μαρμάρινοι καρύναι, σερβάντ, ταπετσαρίαι πρώτης τάξεως, ντουλάπια.	[1283, 1521, 1489, 1631]
ad-cashmere-title: ΝΕΑ ΑΓΓΛΙΚΑ ΚΑΣΜΗΡΙΑ	[704, 2353, 946, 2385]
article-paragraph: — Ὦ ! ἀθλιότης τῶν ἀνθρώπων ! ἀνεφώνησεν ὁ διοικητὴς μετὰ πικρίας. Ὅτε ἤμην ἰσχυρὸς καὶ πλούσιος, ὅλοι σεῖς ἐπεκαλεῖσθε τὴν φιλίαν μου.	[601, 1288, 816, 1357]
headline: ΟΙ ΑΡΤΟΠΟΙΟΙ	[1096, 1515, 1230, 1547]
article-paragraph: Ὁ Ἄρβουες ἐκίνησε τὴν κεφαλήν, ὡς εἰ ἔλεγε : «καλά, θὰ ὠφεληθῶ ἐκ τούτου».	[601, 589, 816, 640]
headline: ΤΟΥ ΠΕΙΡΑΙΩΣ	[1060, 588, 1266, 620]
scan-edge	[0, 0, 1512, 87]
signature-line: Ὁ Δήμαρχος	[1420, 2081, 1489, 2097]
section-rule	[1283, 1671, 1489, 1675]
article-paragraph: Ἡ διὰ Β. Διατάγματος π. ἔτους συσταθεῖσα ἐν Ἀλιβερίῳ πρωτευούσῃ τοῦ Δήμου μας ἐμπορικὴ πανήγυρις καὶ τελουμένη κατ' ἔτος ἀπὸ τῆς 24 μέχρι 29 Σεπτεμβρίου θέλει γίνει καὶ ἐφέτος. Ὅθεν καλοῦνται οἱ βουλόμενοι ἐκ τῶν ἐμπορευομένων ὅπως προσέλθωσιν εἰς ταύτην βέβαιοι ὄντες ὅτι θέλουσι τύχει μεγάλης ὑποστηρίξεως παρ' ἡμῶν καὶ ἁπάντων τῶν κατοίκων.	[1283, 1845, 1489, 2018]
article-paragraph: Αὔριον ἀναχωροῦν διὰ Λάρισσαν ὁ Διάδοχος καὶ ὁ πρίγκηψ Ἀνδρέας συνοδευόμενοι ὑπὸ τῶν ὑπασπιστῶν κ. κ. Βακάλογλου, Ὀρφανίδου καὶ Πίσσα, ἵνα παραστῶσιν εἰς τοὺς τελουμένους ἐκεῖ ἱππικοὺς ἀγῶνας.	[828, 835, 1043, 929]
article-paragraph: Πλυθεῖτε ἅπαξ νὰ δοκιμάσητε.	[382, 2185, 548, 2201]
article-paragraph: Εἰς οὐδὲν ἄλλο κράτος ἐλεύθερον καὶ συνταγματικὸν θὰ ἐδεικνύετο ἐκ μέρους τῶν ἀρχῶν τοσαύτη συγκατάβασις ὅση ἐπεδείχθη ἐνταῦθα. Δὲν ὑποθέτω ὅτι οἱ ἔνδοξοι γίγαντες πρόγονοί σας ἠγωνίσθησαν ἐπὶ μακρὸν καὶ ἔχυσαν τὸ αἷμά των ὅπως καταστήσωσι τοὺς ἀπογόνους αὐτῶν θεράποντας τοῦ Σουλτάνου.	[142, 1782, 357, 1923]
section-rule	[1120, 2059, 1206, 2062]
column-3	[601, 149, 816, 1945]
